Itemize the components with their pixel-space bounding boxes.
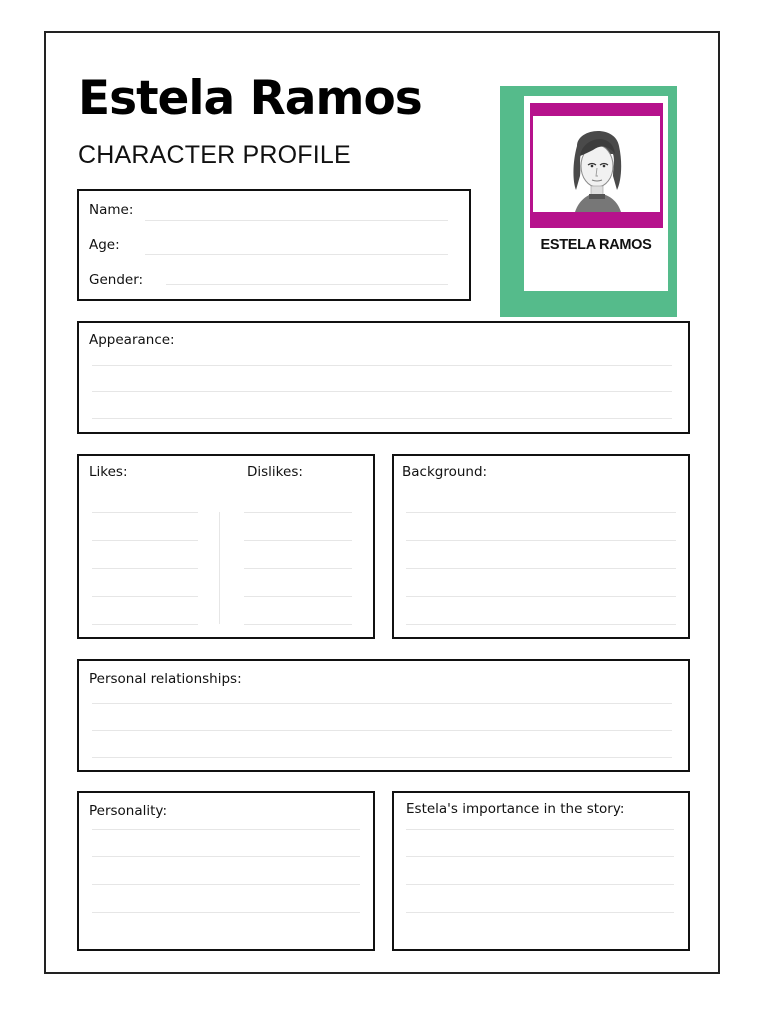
relationships-label: Personal relationships: bbox=[89, 671, 242, 687]
dislikes-line[interactable] bbox=[244, 540, 352, 541]
relationships-line[interactable] bbox=[92, 757, 672, 758]
personality-line[interactable] bbox=[92, 829, 360, 830]
age-label: Age: bbox=[89, 237, 120, 253]
likes-dislikes-divider bbox=[219, 512, 220, 624]
importance-label: Estela's importance in the story: bbox=[406, 801, 625, 817]
dislikes-line[interactable] bbox=[244, 512, 352, 513]
likes-line[interactable] bbox=[92, 540, 198, 541]
name-line[interactable] bbox=[145, 220, 448, 221]
dislikes-line[interactable] bbox=[244, 596, 352, 597]
background-label: Background: bbox=[402, 464, 488, 480]
importance-line[interactable] bbox=[406, 912, 674, 913]
name-label: Name: bbox=[89, 202, 134, 218]
age-line[interactable] bbox=[145, 254, 448, 255]
importance-line[interactable] bbox=[406, 856, 674, 857]
importance-line[interactable] bbox=[406, 829, 674, 830]
background-line[interactable] bbox=[406, 568, 676, 569]
likes-label: Likes: bbox=[89, 464, 128, 480]
page-subtitle: CHARACTER PROFILE bbox=[78, 141, 351, 169]
page-title: Estela Ramos bbox=[78, 71, 422, 126]
likes-dislikes-box bbox=[77, 454, 375, 639]
appearance-line[interactable] bbox=[92, 365, 672, 366]
likes-line[interactable] bbox=[92, 512, 198, 513]
dislikes-line[interactable] bbox=[244, 624, 352, 625]
background-box bbox=[392, 454, 690, 639]
personality-line[interactable] bbox=[92, 856, 360, 857]
gender-line[interactable] bbox=[166, 284, 448, 285]
appearance-line[interactable] bbox=[92, 418, 672, 419]
likes-line[interactable] bbox=[92, 624, 198, 625]
personality-label: Personality: bbox=[89, 803, 167, 819]
gender-label: Gender: bbox=[89, 272, 144, 288]
dislikes-label: Dislikes: bbox=[247, 464, 303, 480]
woman-portrait-sketch-icon bbox=[533, 116, 660, 212]
appearance-line[interactable] bbox=[92, 391, 672, 392]
background-line[interactable] bbox=[406, 624, 676, 625]
background-line[interactable] bbox=[406, 512, 676, 513]
likes-line[interactable] bbox=[92, 596, 198, 597]
appearance-label: Appearance: bbox=[89, 332, 175, 348]
relationships-line[interactable] bbox=[92, 730, 672, 731]
background-line[interactable] bbox=[406, 540, 676, 541]
relationships-line[interactable] bbox=[92, 703, 672, 704]
portrait-image bbox=[533, 116, 660, 212]
personality-line[interactable] bbox=[92, 884, 360, 885]
background-line[interactable] bbox=[406, 596, 676, 597]
likes-line[interactable] bbox=[92, 568, 198, 569]
dislikes-line[interactable] bbox=[244, 568, 352, 569]
importance-line[interactable] bbox=[406, 884, 674, 885]
personality-line[interactable] bbox=[92, 912, 360, 913]
card-name: ESTELA RAMOS bbox=[540, 237, 652, 253]
